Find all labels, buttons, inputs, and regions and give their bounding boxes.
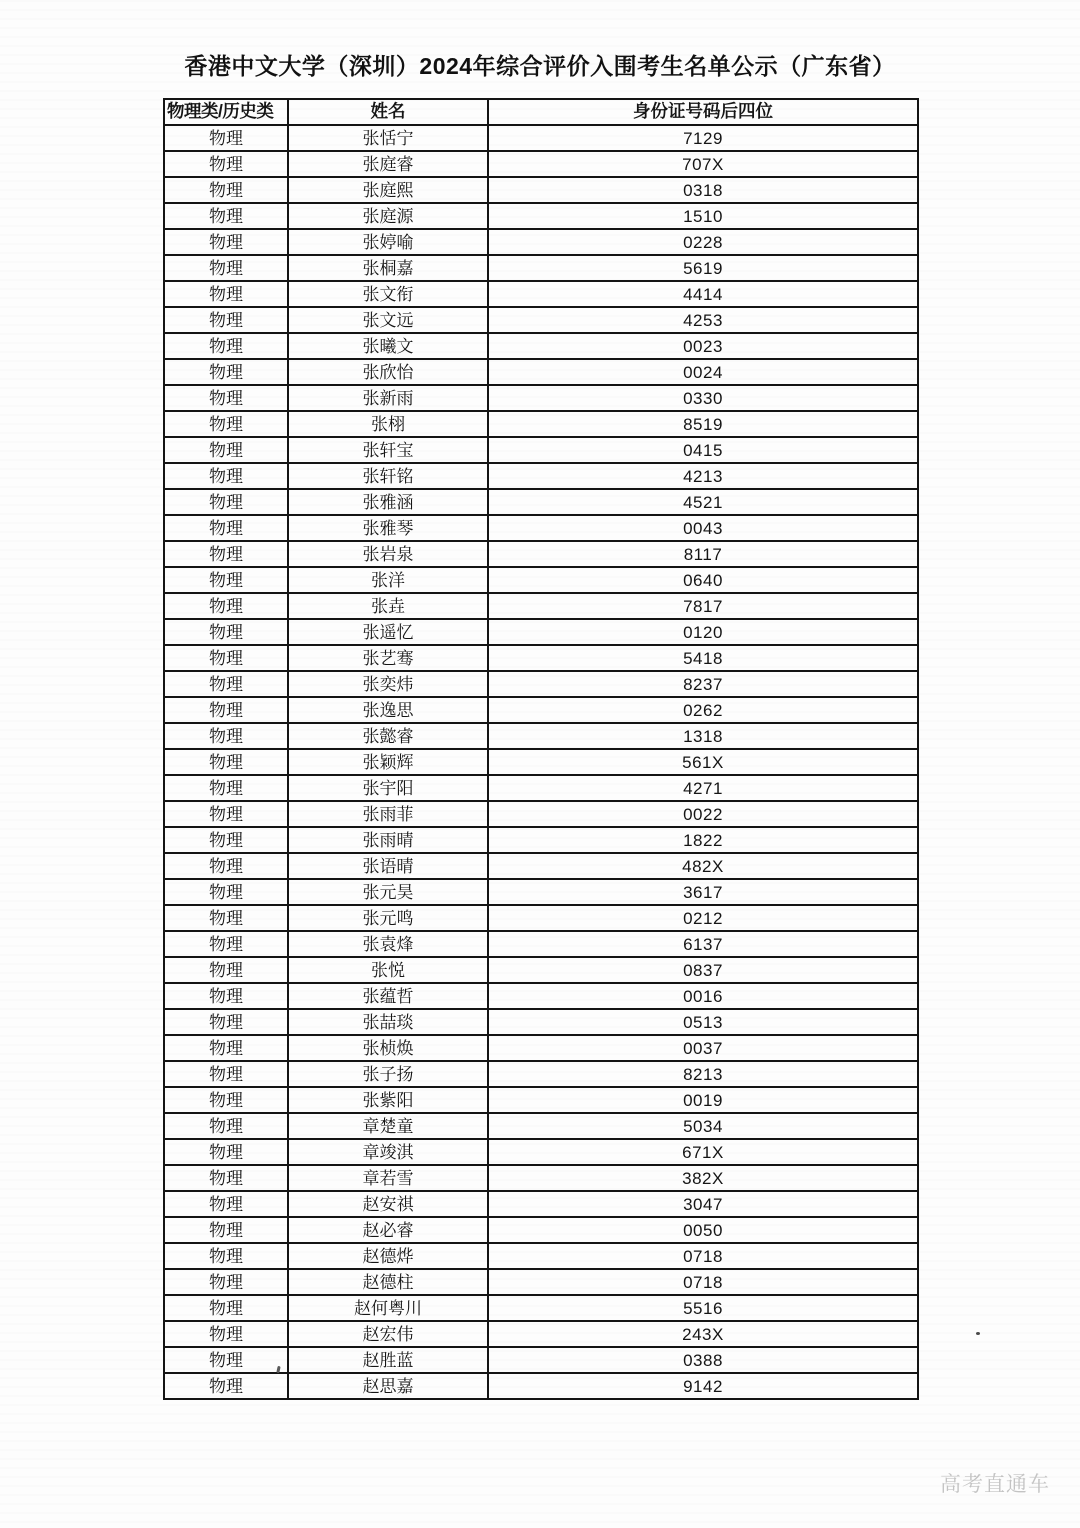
cell-id-digits: 0318 — [488, 177, 918, 203]
cell-id-digits: 7817 — [488, 593, 918, 619]
cell-category: 物理 — [164, 1321, 288, 1347]
cell-category: 物理 — [164, 359, 288, 385]
table-row — [164, 1139, 918, 1165]
header-category: 物理类/历史类 — [164, 99, 288, 125]
table-row — [164, 333, 918, 359]
table-row — [164, 671, 918, 697]
cell-name: 赵宏伟 — [288, 1321, 488, 1347]
candidate-table — [163, 98, 919, 1400]
cell-category: 物理 — [164, 281, 288, 307]
table-row — [164, 931, 918, 957]
table-header — [164, 99, 918, 125]
table-body — [164, 125, 918, 1399]
cell-category: 物理 — [164, 749, 288, 775]
cell-id-digits: 0228 — [488, 229, 918, 255]
cell-name: 张文远 — [288, 307, 488, 333]
cell-name: 张洋 — [288, 567, 488, 593]
cell-name: 张语晴 — [288, 853, 488, 879]
table-row — [164, 437, 918, 463]
cell-id-digits: 8213 — [488, 1061, 918, 1087]
cell-id-digits: 4213 — [488, 463, 918, 489]
cell-name: 张庭源 — [288, 203, 488, 229]
cell-name: 章竣淇 — [288, 1139, 488, 1165]
table-row — [164, 307, 918, 333]
cell-name: 张艺骞 — [288, 645, 488, 671]
cell-category: 物理 — [164, 853, 288, 879]
cell-id-digits: 0019 — [488, 1087, 918, 1113]
cell-category: 物理 — [164, 1269, 288, 1295]
cell-category: 物理 — [164, 437, 288, 463]
cell-category: 物理 — [164, 1295, 288, 1321]
table-row — [164, 1243, 918, 1269]
table-row — [164, 411, 918, 437]
cell-name: 赵何粤川 — [288, 1295, 488, 1321]
cell-category: 物理 — [164, 1139, 288, 1165]
cell-category: 物理 — [164, 827, 288, 853]
cell-category: 物理 — [164, 125, 288, 151]
table-row — [164, 229, 918, 255]
table-row — [164, 203, 918, 229]
cell-id-digits: 0037 — [488, 1035, 918, 1061]
table-row — [164, 1009, 918, 1035]
cell-category: 物理 — [164, 489, 288, 515]
table-row — [164, 957, 918, 983]
cell-category: 物理 — [164, 1035, 288, 1061]
cell-name: 赵思嘉 — [288, 1373, 488, 1399]
table-row — [164, 515, 918, 541]
cell-id-digits: 9142 — [488, 1373, 918, 1399]
table-row — [164, 463, 918, 489]
cell-name: 张元昊 — [288, 879, 488, 905]
cell-category: 物理 — [164, 385, 288, 411]
table-row — [164, 983, 918, 1009]
cell-id-digits: 0330 — [488, 385, 918, 411]
cell-name: 张轩宝 — [288, 437, 488, 463]
cell-id-digits: 0388 — [488, 1347, 918, 1373]
cell-name: 张雨菲 — [288, 801, 488, 827]
cell-id-digits: 0212 — [488, 905, 918, 931]
cell-name: 赵德柱 — [288, 1269, 488, 1295]
header-id-digits: 身份证号码后四位 — [488, 99, 918, 125]
cell-name: 张元鸣 — [288, 905, 488, 931]
cell-id-digits: 0022 — [488, 801, 918, 827]
cell-name: 张雅涵 — [288, 489, 488, 515]
cell-id-digits: 0415 — [488, 437, 918, 463]
cell-name: 张遥忆 — [288, 619, 488, 645]
cell-id-digits: 8519 — [488, 411, 918, 437]
cell-name: 张颖辉 — [288, 749, 488, 775]
cell-name: 张喆琰 — [288, 1009, 488, 1035]
cell-id-digits: 8117 — [488, 541, 918, 567]
table-row — [164, 827, 918, 853]
table-row — [164, 593, 918, 619]
cell-category: 物理 — [164, 801, 288, 827]
cell-category: 物理 — [164, 619, 288, 645]
cell-name: 张悦 — [288, 957, 488, 983]
table-row — [164, 151, 918, 177]
cell-category: 物理 — [164, 229, 288, 255]
cell-category: 物理 — [164, 697, 288, 723]
cell-id-digits: 4253 — [488, 307, 918, 333]
table-row — [164, 255, 918, 281]
cell-name: 张欣怡 — [288, 359, 488, 385]
cell-name: 张蕴哲 — [288, 983, 488, 1009]
cell-id-digits: 4271 — [488, 775, 918, 801]
cell-category: 物理 — [164, 957, 288, 983]
table-row — [164, 567, 918, 593]
cell-category: 物理 — [164, 333, 288, 359]
cell-category: 物理 — [164, 1061, 288, 1087]
cell-id-digits: 4521 — [488, 489, 918, 515]
cell-id-digits: 4414 — [488, 281, 918, 307]
cell-name: 张雨晴 — [288, 827, 488, 853]
table-row — [164, 281, 918, 307]
cell-category: 物理 — [164, 255, 288, 281]
cell-name: 张桢焕 — [288, 1035, 488, 1061]
cell-category: 物理 — [164, 177, 288, 203]
cell-name: 赵德烨 — [288, 1243, 488, 1269]
cell-id-digits: 1510 — [488, 203, 918, 229]
cell-name: 赵安祺 — [288, 1191, 488, 1217]
cell-id-digits: 482X — [488, 853, 918, 879]
cell-name: 张奕炜 — [288, 671, 488, 697]
cell-id-digits: 0262 — [488, 697, 918, 723]
cell-category: 物理 — [164, 983, 288, 1009]
cell-category: 物理 — [164, 151, 288, 177]
cell-id-digits: 0023 — [488, 333, 918, 359]
table-row — [164, 723, 918, 749]
table-row — [164, 1295, 918, 1321]
cell-id-digits: 0120 — [488, 619, 918, 645]
cell-name: 张逸思 — [288, 697, 488, 723]
page-title: 香港中文大学（深圳）2024年综合评价入围考生名单公示（广东省） — [184, 53, 896, 79]
cell-name: 张宇阳 — [288, 775, 488, 801]
cell-category: 物理 — [164, 515, 288, 541]
cell-name: 张子扬 — [288, 1061, 488, 1087]
cell-category: 物理 — [164, 1191, 288, 1217]
table-row — [164, 879, 918, 905]
cell-category: 物理 — [164, 1347, 288, 1373]
cell-name: 章若雪 — [288, 1165, 488, 1191]
scan-artifact-dot — [976, 1332, 980, 1335]
cell-name: 张桐嘉 — [288, 255, 488, 281]
cell-id-digits: 707X — [488, 151, 918, 177]
cell-category: 物理 — [164, 671, 288, 697]
cell-category: 物理 — [164, 463, 288, 489]
cell-id-digits: 6137 — [488, 931, 918, 957]
cell-category: 物理 — [164, 1009, 288, 1035]
table-row — [164, 1113, 918, 1139]
cell-category: 物理 — [164, 1243, 288, 1269]
cell-id-digits: 1318 — [488, 723, 918, 749]
cell-id-digits: 7129 — [488, 125, 918, 151]
cell-id-digits: 5418 — [488, 645, 918, 671]
table-row — [164, 1165, 918, 1191]
cell-id-digits: 561X — [488, 749, 918, 775]
cell-id-digits: 0513 — [488, 1009, 918, 1035]
table-row — [164, 489, 918, 515]
table-row — [164, 1087, 918, 1113]
cell-id-digits: 3047 — [488, 1191, 918, 1217]
cell-category: 物理 — [164, 1113, 288, 1139]
cell-category: 物理 — [164, 567, 288, 593]
cell-category: 物理 — [164, 1165, 288, 1191]
table-row — [164, 125, 918, 151]
cell-name: 张栩 — [288, 411, 488, 437]
cell-id-digits: 3617 — [488, 879, 918, 905]
cell-id-digits: 8237 — [488, 671, 918, 697]
cell-id-digits: 5516 — [488, 1295, 918, 1321]
cell-name: 张雅琴 — [288, 515, 488, 541]
cell-name: 张庭熙 — [288, 177, 488, 203]
cell-category: 物理 — [164, 931, 288, 957]
cell-name: 张婷喻 — [288, 229, 488, 255]
cell-name: 张文衔 — [288, 281, 488, 307]
cell-category: 物理 — [164, 645, 288, 671]
cell-id-digits: 0718 — [488, 1243, 918, 1269]
cell-id-digits: 0043 — [488, 515, 918, 541]
cell-name: 章楚童 — [288, 1113, 488, 1139]
cell-id-digits: 5034 — [488, 1113, 918, 1139]
cell-name: 张紫阳 — [288, 1087, 488, 1113]
table-row — [164, 619, 918, 645]
cell-category: 物理 — [164, 1373, 288, 1399]
cell-name: 张庭睿 — [288, 151, 488, 177]
cell-name: 赵必睿 — [288, 1217, 488, 1243]
header-row — [164, 99, 918, 125]
cell-id-digits: 0050 — [488, 1217, 918, 1243]
table-row — [164, 541, 918, 567]
cell-name: 张垚 — [288, 593, 488, 619]
cell-id-digits: 0718 — [488, 1269, 918, 1295]
cell-category: 物理 — [164, 723, 288, 749]
table-row — [164, 1061, 918, 1087]
table-row — [164, 1269, 918, 1295]
cell-category: 物理 — [164, 879, 288, 905]
table-row — [164, 1035, 918, 1061]
cell-id-digits: 0837 — [488, 957, 918, 983]
table-row — [164, 177, 918, 203]
cell-id-digits: 5619 — [488, 255, 918, 281]
cell-category: 物理 — [164, 905, 288, 931]
table-row — [164, 1191, 918, 1217]
cell-name: 张岩泉 — [288, 541, 488, 567]
cell-category: 物理 — [164, 593, 288, 619]
cell-name: 赵胜蓝 — [288, 1347, 488, 1373]
table-row — [164, 775, 918, 801]
table-row — [164, 749, 918, 775]
cell-category: 物理 — [164, 1087, 288, 1113]
cell-name: 张恬宁 — [288, 125, 488, 151]
table-row — [164, 385, 918, 411]
cell-name: 张轩铭 — [288, 463, 488, 489]
cell-id-digits: 0016 — [488, 983, 918, 1009]
table-row — [164, 645, 918, 671]
header-name: 姓名 — [288, 99, 488, 125]
cell-id-digits: 671X — [488, 1139, 918, 1165]
cell-category: 物理 — [164, 203, 288, 229]
cell-id-digits: 382X — [488, 1165, 918, 1191]
cell-name: 张新雨 — [288, 385, 488, 411]
table-row — [164, 853, 918, 879]
table-row — [164, 1321, 918, 1347]
cell-name: 张懿睿 — [288, 723, 488, 749]
cell-category: 物理 — [164, 411, 288, 437]
cell-category: 物理 — [164, 541, 288, 567]
cell-category: 物理 — [164, 307, 288, 333]
cell-id-digits: 1822 — [488, 827, 918, 853]
table-row — [164, 1373, 918, 1399]
cell-name: 张曦文 — [288, 333, 488, 359]
cell-category: 物理 — [164, 1217, 288, 1243]
cell-id-digits: 0640 — [488, 567, 918, 593]
watermark: 高考直通车 — [940, 1473, 1050, 1496]
cell-id-digits: 243X — [488, 1321, 918, 1347]
cell-id-digits: 0024 — [488, 359, 918, 385]
cell-category: 物理 — [164, 775, 288, 801]
table-row — [164, 801, 918, 827]
table-row — [164, 359, 918, 385]
cell-name: 张袁烽 — [288, 931, 488, 957]
table-row — [164, 1217, 918, 1243]
table-row — [164, 697, 918, 723]
table-row — [164, 905, 918, 931]
